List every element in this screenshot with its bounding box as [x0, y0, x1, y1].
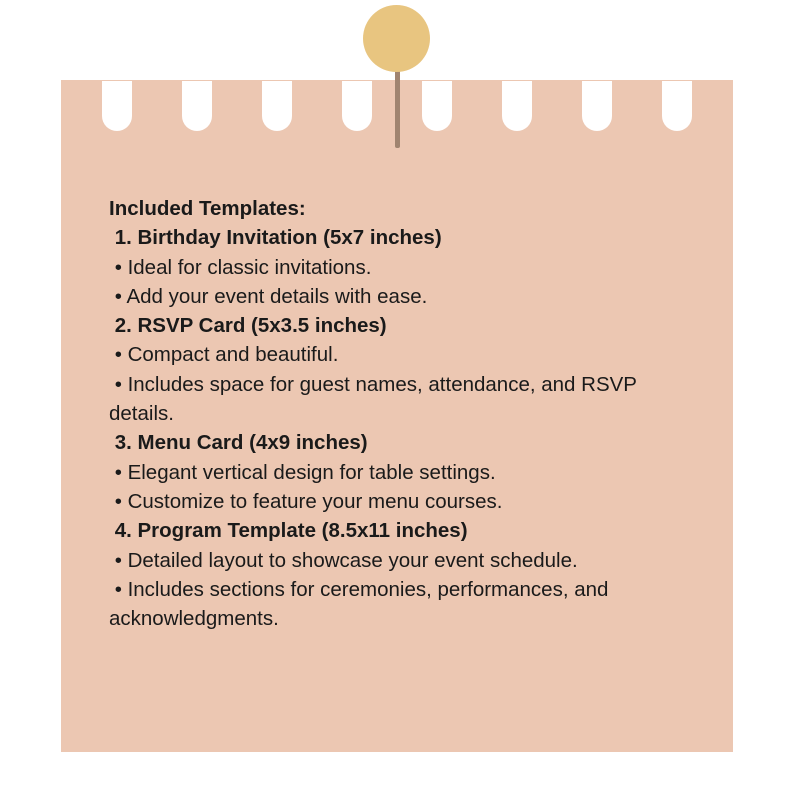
- bullet-item: • Ideal for classic invitations.: [109, 255, 372, 279]
- bullet-item: • Customize to feature your menu courses.: [109, 489, 503, 513]
- template-list: [109, 194, 689, 633]
- push-pin-icon: [363, 5, 430, 72]
- section-title: 1. Birthday Invitation (5x7 inches): [109, 226, 442, 250]
- bullet-item: • Elegant vertical design for table settings.: [109, 460, 496, 484]
- bullet-item: • Includes sections for ceremonies, performances, and acknowledgments.: [109, 577, 615, 631]
- binder-hole: [182, 81, 212, 131]
- bullet-item: • Includes space for guest names, attendance, and RSVP details.: [109, 372, 643, 426]
- binder-hole: [502, 81, 532, 131]
- binder-hole: [422, 81, 452, 131]
- bullet-item: • Compact and beautiful.: [109, 343, 339, 367]
- push-pin-needle: [395, 70, 400, 148]
- binder-hole: [582, 81, 612, 131]
- section-title: 2. RSVP Card (5x3.5 inches): [109, 314, 387, 338]
- section-title: 4. Program Template (8.5x11 inches): [109, 519, 468, 543]
- binder-hole: [262, 81, 292, 131]
- bullet-item: • Add your event details with ease.: [109, 284, 428, 308]
- section-title: 3. Menu Card (4x9 inches): [109, 431, 368, 455]
- binder-hole: [102, 81, 132, 131]
- binder-hole: [662, 81, 692, 131]
- bullet-item: • Detailed layout to showcase your event schedule.: [109, 548, 578, 572]
- heading: Included Templates:: [109, 197, 306, 220]
- binder-hole: [342, 81, 372, 131]
